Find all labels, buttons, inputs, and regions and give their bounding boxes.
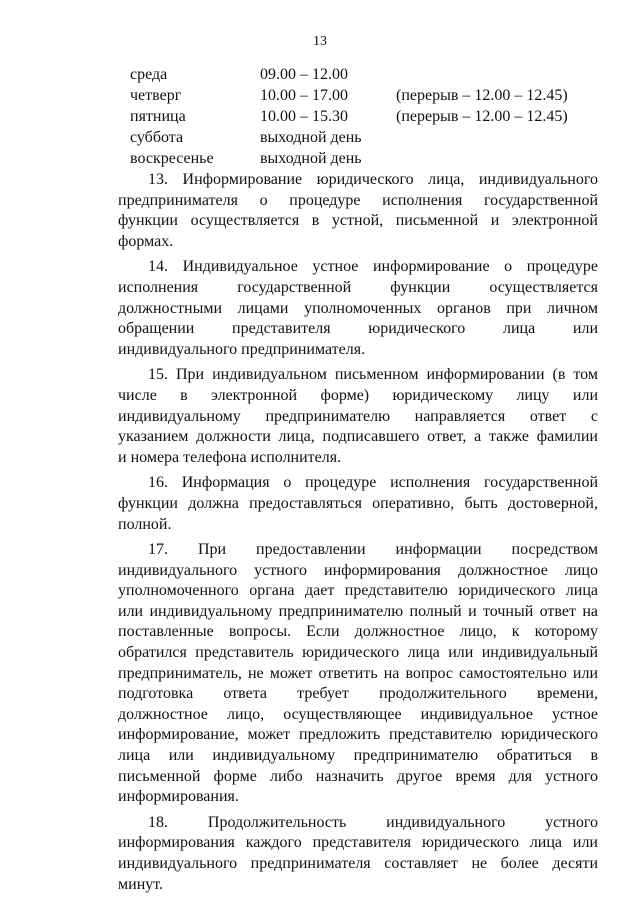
schedule-day: среда: [130, 66, 168, 83]
paragraph-line: предпринимателя о процедуре исполнения государственной: [118, 191, 598, 209]
paragraph-13: [118, 170, 598, 252]
paragraph-line: поставленные вопросы. Если должностное лицо, к которому: [118, 623, 598, 641]
paragraph-line: числе в электронной форме) юридическому лицу или: [118, 386, 598, 404]
paragraph-line: или индивидуальному предпринимателю полный и точный ответ на: [118, 602, 598, 620]
schedule-hours: 09.00 – 12.00: [260, 66, 348, 83]
paragraph-line: лица или индивидуальному предпринимателю обратиться в: [118, 747, 598, 765]
paragraph-line: 17. При предоставлении информации посредством: [148, 541, 598, 559]
page-number: 13: [313, 34, 327, 49]
schedule-day: воскресенье: [130, 150, 214, 167]
paragraph-line: индивидуального устного информирования должностное лицо: [118, 561, 598, 579]
paragraph-line: уполномоченного органа дает представителю юридического лица: [118, 582, 598, 600]
paragraph-line: подготовка ответа требует продолжительного времени,: [118, 685, 598, 703]
paragraph-line: полной.: [118, 515, 172, 533]
paragraph-line: 16. Информация о процедуре исполнения государственной: [148, 474, 598, 492]
paragraph-line: 13. Информирование юридического лица, индивидуального: [148, 171, 598, 188]
schedule-hours: выходной день: [260, 150, 362, 167]
paragraph-line: информирования.: [118, 788, 239, 806]
paragraph-18: [118, 813, 598, 895]
schedule-day: пятница: [130, 108, 186, 125]
paragraph-line: формах.: [118, 232, 174, 250]
paragraph-line: обращении представителя юридического лица или: [118, 320, 598, 338]
schedule-break: (перерыв – 12.00 – 12.45): [396, 108, 568, 125]
paragraph-15: [118, 365, 598, 468]
paragraph-line: исполнения государственной функции осуществляется: [118, 278, 598, 296]
schedule-hours: выходной день: [260, 129, 362, 146]
paragraph-14: [118, 257, 598, 360]
paragraph-line: индивидуального предпринимателя составляет не более десяти: [118, 855, 598, 872]
paragraph-line: обратился представитель юридического лица или индивидуальный: [118, 644, 598, 662]
paragraph-line: указанием должности лица, подписавшего ответ, а также фамилии: [118, 428, 598, 446]
paragraph-line: индивидуальному предпринимателю направляется ответ с: [118, 407, 598, 425]
paragraph-16: [118, 473, 598, 535]
paragraph-line: 15. При индивидуальном письменном информировании (в том: [148, 366, 598, 384]
paragraph-17: [118, 540, 598, 808]
paragraph-line: должностное лицо, осуществляющее индивидуальное устное: [118, 705, 598, 723]
paragraph-line: должностными лицами уполномоченных органов при личном: [118, 299, 598, 317]
schedule-hours: 10.00 – 17.00: [260, 87, 348, 104]
paragraph-line: индивидуального предпринимателя.: [118, 340, 366, 358]
schedule-day: суббота: [130, 129, 184, 146]
paragraph-line: минут.: [118, 875, 164, 893]
paragraph-line: 18. Продолжительность индивидуального устного: [148, 813, 598, 831]
document-body: [118, 170, 598, 895]
paragraph-line: 14. Индивидуальное устное информирование о процедуре: [148, 258, 598, 276]
paragraph-line: функции осуществляется в устной, письменной и электронной: [118, 212, 598, 230]
paragraph-line: предприниматель, не может ответить на вопрос самостоятельно или: [118, 664, 598, 682]
schedule-break: (перерыв – 12.00 – 12.45): [396, 87, 568, 104]
schedule-hours: 10.00 – 15.30: [260, 108, 348, 125]
paragraph-line: и номера телефона исполнителя.: [118, 448, 342, 466]
schedule-day: четверг: [130, 87, 182, 104]
paragraph-line: информирование, может предложить представителю юридического: [118, 726, 598, 744]
paragraph-line: информирования каждого представителя юридического лица или: [118, 834, 598, 852]
paragraph-line: функции должна предоставляться оперативно, быть достоверной,: [118, 494, 598, 512]
paragraph-line: письменной форме либо назначить другое время для устного: [118, 767, 598, 785]
